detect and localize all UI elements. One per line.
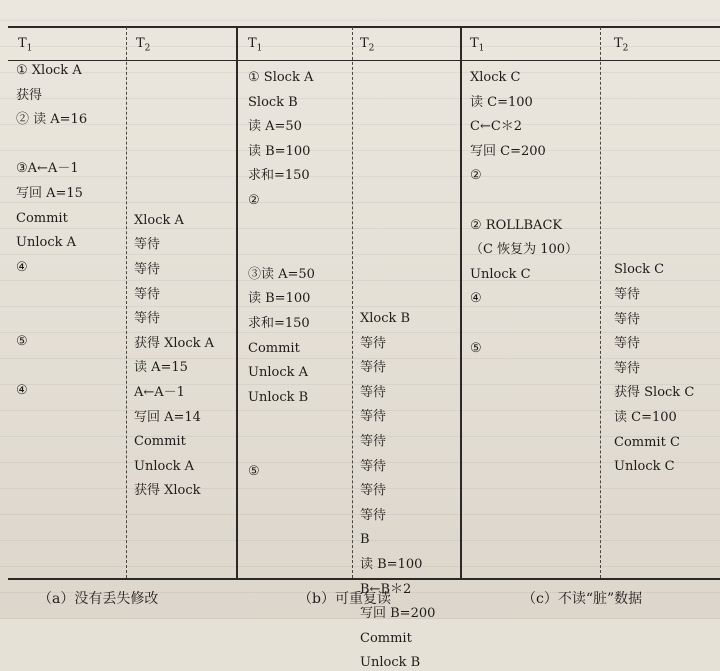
table-c-t1-cell: ⑤ [470,340,482,356]
table-separator-ab [236,26,238,578]
table-a-t1-cell: ④ [16,382,28,398]
table-b-t1-cell: Slock B [248,94,298,110]
table-a-t2-cell: 写回 A=14 [134,409,201,425]
table-b-t2-cell: 等待 [360,434,387,449]
table-c-t2-cell: 等待 [614,360,641,376]
table-a-t2-cell: 读 A=15 [134,360,188,376]
table-b-t2-cell: 等待 [360,384,387,400]
table-a-t2-cell: 等待 [134,237,161,253]
table-c-t2-cell: 获得 Slock C [614,385,695,401]
table-b-t1-cell: 读 B=100 [248,291,311,307]
header-c-t2: $T_2$ [614,36,629,54]
table-a-t1-cell: Commit [16,210,68,226]
header-rule [8,60,720,61]
table-c-t2-cell: Commit C [614,434,680,450]
table-b-t1-cell: 读 B=100 [248,143,311,159]
table-a-t2-cell: Commit [134,434,186,450]
table-b-t1-cell: ① Slock A [248,70,314,85]
table-c-t1-cell: （C 恢复为 100） [470,242,579,258]
table-c-t1-cell: C←C＊2 [470,119,523,135]
table-b-t2-cell: 等待 [360,458,387,474]
table-c-t1-cell: ② [470,168,482,184]
table-c-t1-cell: 写回 C=200 [470,143,546,159]
table-b-t1-cell: 求和=150 [248,168,310,184]
table-c-t1-cell: ④ [470,291,482,307]
top-rule [8,26,720,28]
table-a-t2-cell: 等待 [134,262,161,277]
table-b-t2-cell: Xlock B [360,311,411,326]
table-a-t1-cell: ① Xlock A [16,63,82,78]
caption-c: （c）不读“脏”数据 [522,591,643,607]
table-c-t2-cell: 等待 [614,336,641,352]
table-a-t2-cell: 获得 Xlock [134,483,201,499]
table-b-t2-cell: B←B＊2 [360,581,412,597]
table-a-t1-cell: ⑤ [16,333,28,349]
table-c-t2-cell: Unlock C [614,459,675,475]
table-b-t2-cell: Unlock B [360,655,421,671]
header-a-t1: $T_1$ [18,36,33,54]
table-a-t1-cell: 获得 [16,87,43,103]
header-c-t1: $T_1$ [470,36,485,54]
table-c-t2-cell: 读 C=100 [614,410,677,425]
table-a-t2-cell: 等待 [134,286,161,302]
dashed-divider-c [600,27,601,578]
table-b-t1-cell: Unlock B [248,389,309,405]
table-c-t2-cell: 等待 [614,287,641,302]
table-b-t2-cell: 等待 [360,507,387,523]
table-a-t2-cell: A←A－1 [134,385,185,400]
table-b-t1-cell: ② [248,193,260,208]
table-c-t1-cell: ② ROLLBACK [470,217,563,233]
table-b-t2-cell: 等待 [360,335,387,351]
table-a-t2-cell: 获得 Xlock A [134,335,215,351]
table-c-t1-cell: 读 C=100 [470,94,533,110]
table-b-t1-cell: 求和=150 [248,316,310,331]
table-b-t2-cell: 等待 [360,409,387,425]
caption-b: （b）可重复读 [298,591,391,607]
table-separator-bc [460,26,462,578]
table-b-t2-cell: 等待 [360,360,387,376]
table-b-t1-cell: 读 A=50 [248,119,302,135]
table-a-t2-cell: Xlock A [134,212,184,228]
caption-a: （a）没有丢失修改 [38,591,159,607]
table-c-t2-cell: 等待 [614,311,641,327]
table-a-t1-cell: ④ [16,259,28,275]
table-b-t1-cell: Commit [248,340,300,356]
table-b-t2-cell: 等待 [360,483,387,499]
table-b-t1-cell: ⑤ [248,463,260,479]
table-c-t1-cell: Unlock C [470,266,531,282]
dashed-divider-a [126,27,127,578]
table-a-t2-cell: 等待 [134,311,161,327]
dashed-divider-b [352,27,353,578]
table-a-t1-cell: ③A←A－1 [16,161,79,177]
table-b-t2-cell: 写回 B=200 [360,606,436,622]
table-a-t1-cell: 写回 A=15 [16,186,83,201]
table-b-t1-cell: Unlock A [248,365,308,381]
bottom-rule [8,578,720,580]
header-b-t2: $T_2$ [360,36,375,54]
table-a-t2-cell: Unlock A [134,458,194,474]
table-b-t2-cell: 读 B=100 [360,557,423,572]
table-b-t2-cell: Commit [360,630,412,646]
header-b-t1: $T_1$ [248,36,263,54]
table-c-t1-cell: Xlock C [470,70,521,85]
table-a-t1-cell: Unlock A [16,235,76,251]
table-b-t1-cell: ③读 A=50 [248,266,315,282]
table-b-t2-cell: B [360,532,370,548]
header-a-t2: $T_2$ [136,36,151,54]
table-c-t2-cell: Slock C [614,262,665,278]
table-a-t1-cell: ② 读 A=16 [16,112,88,128]
